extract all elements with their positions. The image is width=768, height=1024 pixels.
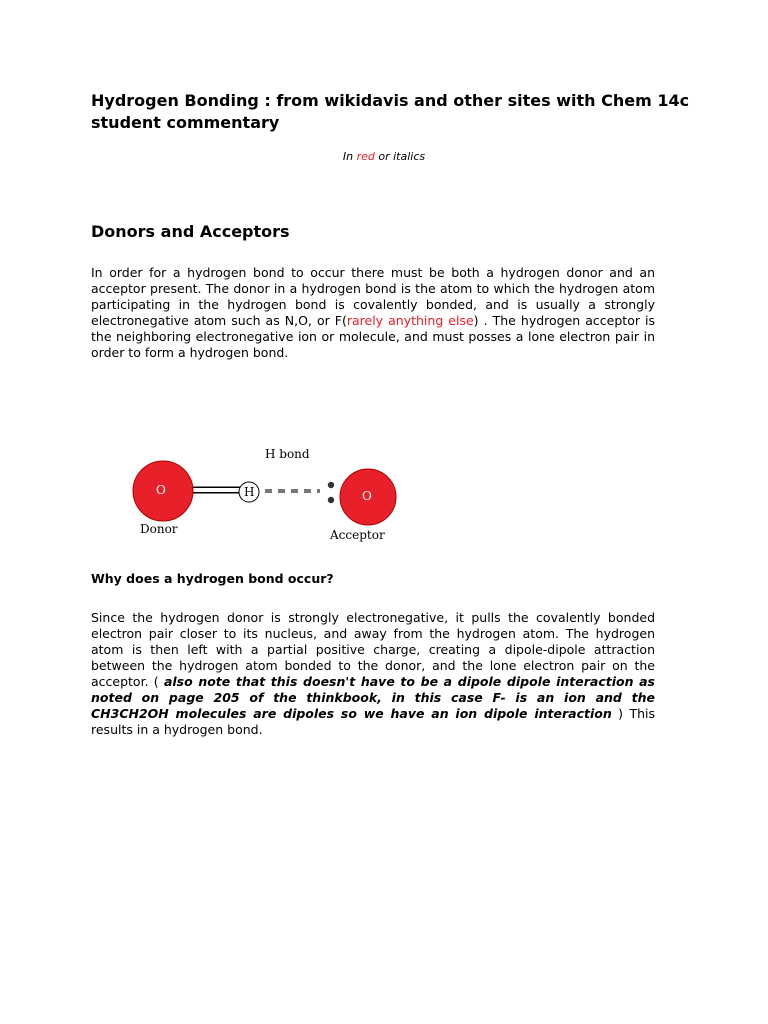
note-prefix: In — [342, 150, 357, 163]
hbond-label: H bond — [265, 447, 310, 461]
paragraph-text: ) . The hydrogen acceptor is the neighboring electronegative ion or molecule, and must posses a lone electron pair in order to form a hydrogen bond. — [91, 313, 656, 360]
donor-atom-label: O — [156, 483, 166, 497]
paragraph-text: In order for a hydrogen bond to occur there must be both a hydrogen donor and an acceptor present. The donor in a hydrogen bond is the atom to which the hydrogen atom participating in the hydrogen bond is covalently bonded, and is usually a strongly electronegative atom such as N,O, or F( — [91, 265, 655, 328]
lone-pair-dot-top — [328, 482, 334, 488]
section-heading-why-hbond: Why does a hydrogen bond occur? — [91, 571, 334, 586]
donors-acceptors-paragraph — [91, 265, 655, 361]
commentary-note — [0, 150, 768, 164]
hydrogen-bond-diagram — [120, 440, 420, 550]
paragraph-text: Since the hydrogen donor is strongly electronegative, it pulls the covalently bonded electron pair closer to its nucleus, and away from the hydrogen atom. The hydrogen atom is then left with a partial positive charge, creating a dipole-dipole attraction between the hydrogen atom bonded to the donor, and the lone electron pair on the acceptor. ( — [91, 610, 655, 689]
student-commentary-red: rarely anything else — [346, 313, 474, 328]
acceptor-atom-label: O — [362, 489, 372, 503]
note-red-word: red — [356, 150, 375, 163]
note-suffix: or italics — [374, 150, 426, 163]
hydrogen-atom-label: H — [244, 485, 255, 499]
student-commentary-italic: also note that this doesn't have to be a dipole dipole interaction as noted on page 205 of the thinkbook, in this case F- is an ion and the CH3CH2OH molecules are dipoles so we have an ion dipole interaction — [91, 674, 655, 721]
why-hbond-paragraph — [91, 610, 655, 738]
lone-pair-dot-bottom — [328, 497, 334, 503]
document-title: Hydrogen Bonding : from wikidavis and other sites with Chem 14c student commentary — [91, 91, 690, 132]
section-heading-donors-acceptors: Donors and Acceptors — [91, 222, 290, 241]
paragraph-text: ) This results in a hydrogen bond. — [91, 706, 655, 737]
acceptor-label: Acceptor — [330, 528, 385, 542]
donor-label: Donor — [140, 522, 178, 536]
